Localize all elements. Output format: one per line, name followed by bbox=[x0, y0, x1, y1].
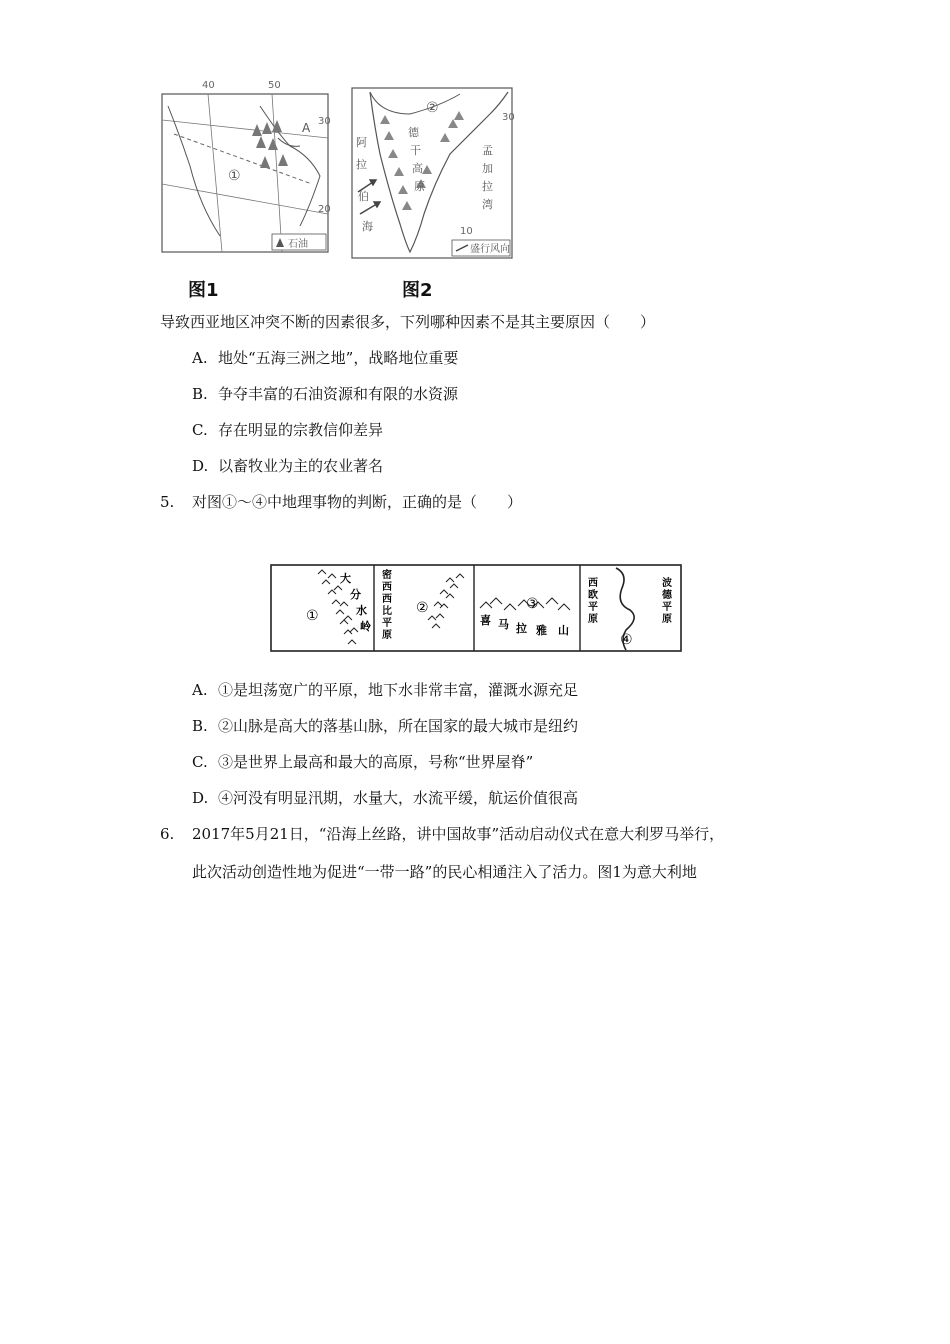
fig2-bay-char-1: 孟 bbox=[482, 144, 493, 157]
strip-p2-marker: ② bbox=[416, 600, 429, 616]
option-text: 地处“五海三洲之地”，战略地位重要 bbox=[218, 349, 459, 367]
strip-p2-char-5: 平 bbox=[382, 618, 392, 629]
fig2-plateau-char-2: 干 bbox=[410, 144, 421, 157]
option-letter: B. bbox=[192, 385, 208, 403]
strip-p4-right-char-2: 德 bbox=[662, 590, 672, 601]
fig2-region-label: ② bbox=[426, 100, 439, 116]
strip-p2-char-1: 密 bbox=[382, 570, 392, 581]
strip-p2-char-6: 原 bbox=[382, 630, 392, 641]
strip-p2-char-4: 比 bbox=[382, 606, 392, 617]
strip-p3-char-4: 雅 bbox=[536, 624, 547, 637]
strip-p1-char-2: 分 bbox=[350, 588, 361, 601]
fig2-sea-char-1: 阿 bbox=[356, 136, 367, 149]
option-text: ④河没有明显汛期，水量大，水流平缓，航运价值很高 bbox=[218, 789, 579, 807]
q6-number: 6. bbox=[160, 825, 175, 843]
fig1-region-label: ① bbox=[228, 168, 241, 184]
option-letter: C. bbox=[192, 753, 208, 771]
fig1-legend-text: 石油 bbox=[288, 239, 308, 250]
figure-2-map bbox=[350, 84, 516, 262]
figure-2-caption: 图2 bbox=[402, 280, 433, 301]
fig2-plateau-char-3: 高 bbox=[412, 162, 423, 175]
q5-option-d bbox=[192, 788, 578, 808]
q5-stem: 对图①～④中地理事物的判断，正确的是（ ） bbox=[192, 493, 523, 511]
q5-option-c bbox=[192, 752, 533, 772]
fig2-sea-char-3: 伯 bbox=[358, 190, 369, 203]
fig1-lat-20: 20 bbox=[318, 204, 331, 215]
q5-number: 5. bbox=[160, 493, 175, 511]
strip-p4-marker: ④ bbox=[620, 632, 633, 648]
q4-option-d bbox=[192, 456, 383, 476]
option-letter: D. bbox=[192, 789, 209, 807]
strip-p1-char-4: 岭 bbox=[360, 620, 371, 633]
fig2-bay-char-2: 加 bbox=[482, 162, 493, 175]
q5-option-a bbox=[192, 680, 578, 700]
q4-option-c bbox=[192, 420, 383, 440]
option-text: 以畜牧业为主的农业著名 bbox=[218, 457, 384, 475]
strip-p1-char-1: 大 bbox=[340, 572, 351, 585]
fig1-lat-30: 30 bbox=[318, 116, 331, 127]
option-text: ①是坦荡宽广的平原，地下水非常丰富，灌溉水源充足 bbox=[218, 681, 579, 699]
strip-p4-right-char-4: 原 bbox=[662, 614, 672, 625]
figure-1-map bbox=[160, 76, 332, 256]
q6-line-2: 此次活动创造性地为促进“一带一路”的民心相通注入了活力。图1为意大利地 bbox=[192, 863, 697, 881]
strip-p4-left-char-4: 原 bbox=[588, 614, 598, 625]
strip-p3-char-2: 马 bbox=[498, 618, 509, 631]
fig2-bay-char-4: 湾 bbox=[482, 198, 493, 211]
fig2-lat-30: 30 bbox=[502, 112, 515, 123]
landform-strip-figure bbox=[270, 564, 682, 652]
fig2-lat-10: 10 bbox=[460, 226, 473, 237]
fig2-plateau-char-4: 原 bbox=[414, 180, 425, 193]
figure-1-caption: 图1 bbox=[188, 280, 219, 301]
q4-option-b bbox=[192, 384, 458, 404]
strip-p2-char-2: 西 bbox=[382, 582, 392, 593]
fig1-lon-50: 50 bbox=[268, 80, 281, 91]
fig2-bay-char-3: 拉 bbox=[482, 180, 493, 193]
fig2-sea-char-2: 拉 bbox=[356, 158, 367, 171]
strip-p4-left-char-1: 西 bbox=[588, 578, 598, 589]
strip-p1-marker: ① bbox=[306, 608, 319, 624]
strip-p4-left-char-3: 平 bbox=[588, 602, 598, 613]
fig2-plateau-char-1: 德 bbox=[408, 126, 419, 139]
fig2-sea-char-4: 海 bbox=[362, 220, 373, 233]
q4-option-a bbox=[192, 348, 458, 368]
strip-p3-char-3: 拉 bbox=[516, 622, 527, 635]
option-text: ③是世界上最高和最大的高原，号称“世界屋脊” bbox=[218, 753, 534, 771]
q5-option-b bbox=[192, 716, 578, 736]
option-letter: D. bbox=[192, 457, 209, 475]
strip-p4-right-char-1: 波 bbox=[662, 578, 672, 589]
q6-line-1: 2017年5月21日，“沿海上丝路，讲中国故事”活动启动仪式在意大利罗马举行， bbox=[192, 825, 725, 843]
fig2-legend-text: 盛行风向 bbox=[470, 244, 510, 255]
strip-p1-char-3: 水 bbox=[356, 604, 367, 617]
fig1-point-a: A bbox=[302, 121, 311, 135]
option-letter: B. bbox=[192, 717, 208, 735]
strip-p3-marker: ③ bbox=[526, 596, 539, 612]
fig1-lon-40: 40 bbox=[202, 80, 215, 91]
strip-p3-char-1: 喜 bbox=[480, 614, 491, 627]
option-letter: A. bbox=[192, 349, 208, 367]
strip-p4-right-char-3: 平 bbox=[662, 602, 672, 613]
strip-p4-left-char-2: 欧 bbox=[588, 590, 598, 601]
strip-p3-char-5: 山 bbox=[558, 624, 569, 637]
option-text: ②山脉是高大的落基山脉，所在国家的最大城市是纽约 bbox=[218, 717, 579, 735]
option-text: 争夺丰富的石油资源和有限的水资源 bbox=[218, 385, 459, 403]
strip-p2-char-3: 西 bbox=[382, 594, 392, 605]
option-letter: C. bbox=[192, 421, 208, 439]
q4-stem: 导致西亚地区冲突不断的因素很多，下列哪种因素不是其主要原因（ ） bbox=[160, 313, 656, 331]
option-letter: A. bbox=[192, 681, 208, 699]
option-text: 存在明显的宗教信仰差异 bbox=[218, 421, 384, 439]
